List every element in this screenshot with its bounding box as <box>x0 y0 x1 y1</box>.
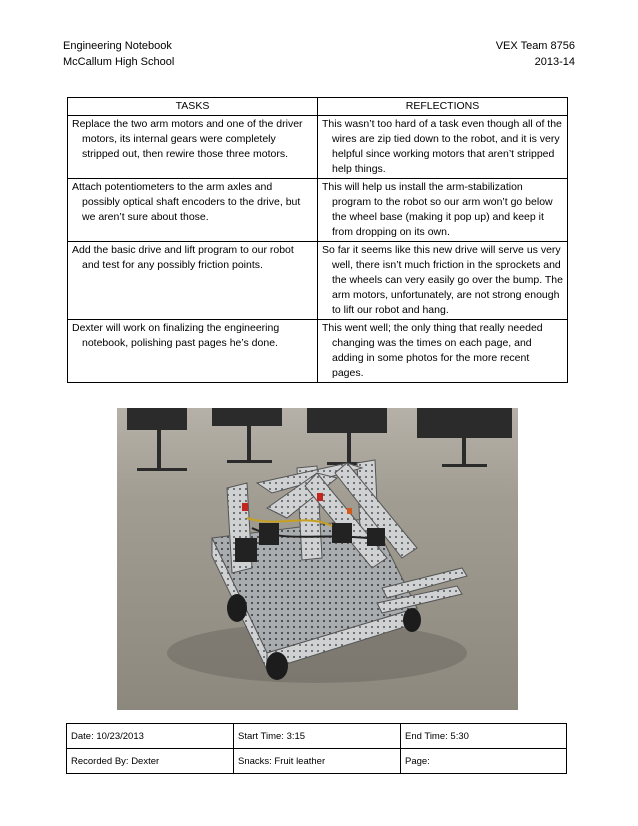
page-cell: Page: <box>401 749 567 774</box>
school-name: McCallum High School <box>63 56 175 68</box>
task-cell <box>68 116 318 179</box>
reflections-column-header: REFLECTIONS <box>318 98 568 116</box>
robot-photo-illustration <box>117 408 518 710</box>
reflection-cell <box>318 116 568 179</box>
reflection-text: This wasn’t too hard of a task even though all of the wires are zip tied down to the robot, and it is very helpful since working motors that aren’t stripped help things. <box>322 118 562 175</box>
footer-row <box>67 749 567 774</box>
team-name: VEX Team 8756 <box>495 40 575 52</box>
tasks-column-header: TASKS <box>68 98 318 116</box>
reflection-cell <box>318 320 568 383</box>
footer-row <box>67 724 567 749</box>
snacks-cell: Snacks: Fruit leather <box>234 749 401 774</box>
task-cell <box>68 179 318 242</box>
header-right <box>496 38 575 70</box>
table-row <box>68 179 568 242</box>
reflection-cell <box>318 179 568 242</box>
table-row <box>68 116 568 179</box>
footer-table <box>66 723 567 774</box>
recorded-by-cell: Recorded By: Dexter <box>67 749 234 774</box>
task-text: Attach potentiometers to the arm axles and possibly optical shaft encoders to the drive, but we aren’t sure about those. <box>72 181 301 223</box>
date-cell: Date: 10/23/2013 <box>67 724 234 749</box>
table-row <box>68 242 568 320</box>
header-left <box>63 38 174 70</box>
reflection-cell <box>318 242 568 320</box>
reflection-text: This will help us install the arm-stabilization program to the robot so our arm won’t go below the wheel base (making it pop up) and keep it from dropping on its own. <box>322 181 553 238</box>
task-text: Replace the two arm motors and one of the driver motors, its internal gears were completely stripped out, then rewire those three motors. <box>72 118 303 160</box>
end-time-cell: End Time: 5:30 <box>401 724 567 749</box>
reflection-text: So far it seems like this new drive will serve us very well, there isn’t much friction in the sprockets and the wheels can very easily go over the bump. The arm motors, unfortunately, are not strong enough to lift our robot and hang. <box>322 244 563 316</box>
reflection-text: This went well; the only thing that really needed changing was the times on each page, and adding in some photos for the more recent pages. <box>322 322 543 379</box>
task-text: Add the basic drive and lift program to our robot and test for any possibly friction points. <box>72 244 294 271</box>
season-year: 2013-14 <box>534 56 575 68</box>
task-cell <box>68 242 318 320</box>
table-header-row <box>68 98 568 116</box>
notebook-title: Engineering Notebook <box>63 40 172 52</box>
table-row <box>68 320 568 383</box>
tasks-table <box>67 97 568 383</box>
robot-photo <box>117 408 518 710</box>
task-cell <box>68 320 318 383</box>
start-time-cell: Start Time: 3:15 <box>234 724 401 749</box>
task-text: Dexter will work on finalizing the engineering notebook, polishing past pages he’s done. <box>72 322 280 349</box>
